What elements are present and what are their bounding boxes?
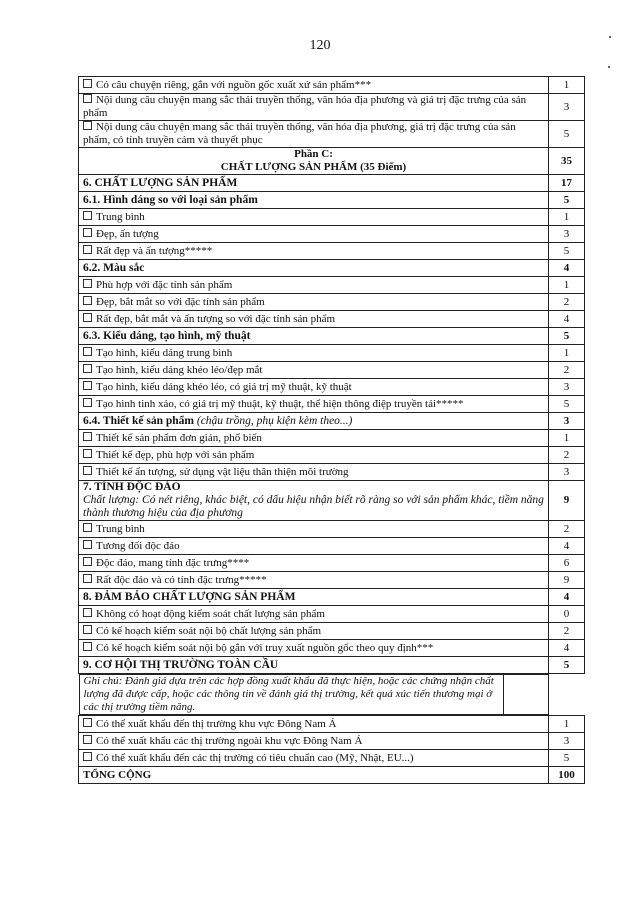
criteria-item-row [79, 362, 585, 379]
criteria-inline-note: (chậu trồng, phụ kiện kèm theo...) [196, 414, 353, 427]
criteria-item-row [79, 464, 585, 481]
criteria-label-cell [79, 640, 549, 657]
score-cell: 100 [549, 767, 585, 784]
checkbox-icon [83, 121, 92, 130]
criteria-item-row [79, 379, 585, 396]
section-row [79, 192, 585, 209]
criteria-label: Có thể xuất khẩu các thị trường ngoài khu vực Đông Nam Á [96, 734, 363, 747]
criteria-label-cell [79, 260, 549, 277]
checkbox-icon [83, 398, 92, 407]
score-cell: 9 [549, 572, 585, 589]
score-cell: 2 [549, 447, 585, 464]
scan-mark [609, 36, 611, 38]
checkbox-icon [83, 211, 92, 220]
criteria-label: Tạo hình tinh xảo, có giá trị mỹ thuật, kỹ thuật, thể hiện thông điệp truyền tải***** [96, 397, 464, 410]
criteria-item-row [79, 345, 585, 362]
criteria-label: TỔNG CỘNG [83, 768, 152, 781]
score-cell: 1 [549, 77, 585, 94]
criteria-label-cell [79, 413, 549, 430]
criteria-label: Tương đối độc đáo [96, 539, 180, 552]
criteria-label: Đẹp, ấn tượng [96, 227, 159, 240]
criteria-label: Phần C: [294, 148, 333, 160]
criteria-label: Có câu chuyện riêng, gắn với nguồn gốc xuất xứ sản phẩm*** [96, 78, 372, 91]
criteria-label-cell [79, 430, 549, 447]
criteria-item-row [79, 521, 585, 538]
criteria-note: Chất lượng: Có nét riêng, khác biệt, có dấu hiệu nhận biết rõ ràng so với sản phẩm khác, tiềm năng thành thương hiệu của địa phương [83, 494, 544, 519]
checkbox-icon [83, 735, 92, 744]
criteria-label: 6.3. Kiểu dáng, tạo hình, mỹ thuật [83, 329, 251, 342]
checkbox-icon [83, 432, 92, 441]
criteria-label: Tạo hình, kiểu dáng trung bình [96, 346, 233, 359]
criteria-label-cell [79, 379, 549, 396]
checkbox-icon [83, 557, 92, 566]
criteria-label: Rất độc đáo và có tính đặc trưng***** [96, 573, 267, 586]
checkbox-icon [83, 347, 92, 356]
score-cell: 9 [549, 481, 585, 521]
criteria-item-row [79, 226, 585, 243]
score-cell: 5 [549, 396, 585, 413]
score-cell: 17 [549, 175, 585, 192]
criteria-label-cell [79, 209, 549, 226]
criteria-label: Rất đẹp, bắt mắt và ấn tượng so với đặc tính sản phẩm [96, 312, 336, 325]
criteria-label-cell [79, 464, 549, 481]
score-cell: 1 [549, 430, 585, 447]
checkbox-icon [83, 642, 92, 651]
criteria-label: Ghi chú: Đánh giá dựa trên các hợp đồng xuất khẩu đã thực hiện, hoặc các chứng nhận chất lượng đã được cấp, hoặc các thông tin về đánh giá thị trường, kết quả xúc tiến thương mại ở các thị trường tiềm năng. [83, 675, 494, 713]
criteria-label-cell [79, 572, 549, 589]
criteria-item-row [79, 94, 585, 121]
criteria-item-row [79, 77, 585, 94]
criteria-label: Nội dung câu chuyện mang sắc thái truyền thống, văn hóa địa phương và giá trị đặc trưng của sản phẩm [83, 94, 527, 119]
criteria-item-row [79, 555, 585, 572]
criteria-label: Có thể xuất khẩu đến các thị trường có tiêu chuẩn cao (Mỹ, Nhật, EU...) [96, 751, 414, 764]
score-cell: 3 [549, 379, 585, 396]
checkbox-icon [83, 752, 92, 761]
criteria-label-cell [79, 175, 549, 192]
checkbox-icon [83, 540, 92, 549]
criteria-label: Thiết kế ấn tượng, sử dụng vật liệu thân thiện môi trường [96, 465, 349, 478]
criteria-label: 6.1. Hình dáng so với loại sản phẩm [83, 193, 258, 206]
checkbox-icon [83, 228, 92, 237]
criteria-item-row [79, 572, 585, 589]
score-cell: 4 [549, 538, 585, 555]
score-cell: 4 [549, 640, 585, 657]
page-number: 120 [309, 38, 331, 53]
total-row [79, 767, 585, 784]
checkbox-icon [83, 608, 92, 617]
criteria-label-cell [79, 362, 549, 379]
criteria-label: Có thể xuất khẩu đến thị trường khu vực Đông Nam Á [96, 717, 337, 730]
criteria-label-cell [79, 538, 549, 555]
criteria-label-cell [79, 148, 549, 175]
criteria-label: Đẹp, bắt mắt so với đặc tính sản phẩm [96, 295, 265, 308]
criteria-label: Tạo hình, kiểu dáng khéo léo, có giá trị mỹ thuật, kỹ thuật [96, 380, 352, 393]
criteria-label: 9. CƠ HỘI THỊ TRƯỜNG TOÀN CẦU [83, 658, 279, 671]
score-cell [503, 675, 548, 715]
criteria-label-cell [79, 481, 549, 521]
criteria-label: Thiết kế sản phẩm đơn giản, phổ biến [96, 431, 262, 444]
criteria-label-cell [79, 396, 549, 413]
criteria-item-row [79, 750, 585, 767]
criteria-label: 8. ĐẢM BẢO CHẤT LƯỢNG SẢN PHẨM [83, 590, 296, 603]
criteria-label-cell [79, 767, 549, 784]
scoring-table [78, 76, 585, 784]
note-row [79, 674, 549, 715]
criteria-label-cell [79, 589, 549, 606]
criteria-item-row [79, 277, 585, 294]
score-cell: 1 [549, 716, 585, 733]
score-cell: 2 [549, 521, 585, 538]
checkbox-icon [83, 381, 92, 390]
checkbox-icon [83, 296, 92, 305]
criteria-label: Rất đẹp và ấn tượng***** [96, 244, 213, 257]
score-cell: 5 [549, 328, 585, 345]
criteria-label: Không có hoạt động kiểm soát chất lượng sản phẩm [96, 607, 325, 620]
criteria-item-row [79, 538, 585, 555]
criteria-label: Trung bình [96, 210, 145, 223]
section-row [79, 328, 585, 345]
score-cell: 3 [549, 733, 585, 750]
score-cell: 35 [549, 148, 585, 175]
checkbox-icon [83, 279, 92, 288]
score-cell: 5 [549, 243, 585, 260]
criteria-label-cell [79, 192, 549, 209]
criteria-label-cell [79, 311, 549, 328]
criteria-item-row [79, 294, 585, 311]
criteria-label: Độc đáo, mang tính đặc trưng**** [96, 556, 250, 569]
score-cell: 3 [549, 413, 585, 430]
checkbox-icon [83, 574, 92, 583]
score-cell: 3 [549, 226, 585, 243]
checkbox-icon [83, 466, 92, 475]
criteria-label-cell [79, 657, 549, 674]
score-cell: 2 [549, 623, 585, 640]
criteria-label-cell [79, 623, 549, 640]
checkbox-icon [83, 313, 92, 322]
criteria-label: Có kế hoạch kiểm soát nội bộ gắn với truy xuất nguồn gốc theo quy định*** [96, 641, 434, 654]
score-cell: 5 [549, 657, 585, 674]
score-cell: 3 [549, 94, 585, 121]
criteria-label-cell [79, 606, 549, 623]
criteria-item-row [79, 430, 585, 447]
score-cell: 0 [549, 606, 585, 623]
section-row [79, 175, 585, 192]
checkbox-icon [83, 718, 92, 727]
criteria-label-cell [79, 521, 549, 538]
criteria-label-cell [79, 94, 549, 121]
criteria-label-cell [79, 555, 549, 572]
criteria-label: Nội dung câu chuyện mang sắc thái truyền thống, văn hóa địa phương, giá trị đặc trưng của sản phẩm, có tính truyền cảm và thuyết phục [83, 121, 516, 146]
score-cell: 1 [549, 209, 585, 226]
criteria-label-cell [79, 750, 549, 767]
criteria-item-row [79, 733, 585, 750]
criteria-item-row [79, 311, 585, 328]
criteria-label: Trung bình [96, 522, 145, 535]
scan-mark [608, 66, 610, 68]
criteria-label: Thiết kế đẹp, phù hợp với sản phẩm [96, 448, 255, 461]
score-cell: 1 [549, 277, 585, 294]
criteria-label-cell [79, 243, 549, 260]
score-cell: 2 [549, 362, 585, 379]
criteria-label: Phù hợp với đặc tính sản phẩm [96, 278, 233, 291]
score-cell: 6 [549, 555, 585, 572]
criteria-label-cell [79, 294, 549, 311]
criteria-label-cell [79, 277, 549, 294]
score-cell: 3 [549, 464, 585, 481]
score-cell: 1 [549, 345, 585, 362]
criteria-item-row [79, 396, 585, 413]
checkbox-icon [83, 523, 92, 532]
criteria-item-row [79, 623, 585, 640]
criteria-item-row [79, 121, 585, 148]
checkbox-icon [83, 625, 92, 634]
criteria-item-row [79, 640, 585, 657]
score-cell: 5 [549, 121, 585, 148]
criteria-item-row [79, 716, 585, 733]
section-row [79, 260, 585, 277]
checkbox-icon [83, 94, 92, 103]
criteria-label-cell [79, 716, 549, 733]
section-row [79, 413, 585, 430]
criteria-label: 6.4. Thiết kế sản phẩm [83, 414, 194, 427]
score-cell: 5 [549, 750, 585, 767]
score-cell: 4 [549, 260, 585, 277]
criteria-label-cell [79, 675, 503, 715]
checkbox-icon [83, 79, 92, 88]
section-row [79, 589, 585, 606]
criteria-item-row [79, 209, 585, 226]
score-cell: 5 [549, 192, 585, 209]
section-row [79, 481, 585, 521]
criteria-label-cell [79, 121, 549, 148]
section-row [79, 657, 585, 674]
score-cell: 4 [549, 311, 585, 328]
criteria-label: 7. TÍNH ĐỘC ĐÁO [83, 481, 181, 493]
criteria-label-cell [79, 226, 549, 243]
score-cell: 2 [549, 294, 585, 311]
criteria-label: Tạo hình, kiểu dáng khéo léo/đẹp mắt [96, 363, 263, 376]
criteria-label-cell [79, 733, 549, 750]
criteria-label-cell [79, 345, 549, 362]
criteria-label: Có kế hoạch kiểm soát nội bộ chất lượng sản phẩm [96, 624, 322, 637]
criteria-label-cell [79, 447, 549, 464]
checkbox-icon [83, 449, 92, 458]
criteria-item-row [79, 243, 585, 260]
criteria-item-row [79, 447, 585, 464]
checkbox-icon [83, 364, 92, 373]
criteria-item-row [79, 606, 585, 623]
part-row [79, 148, 585, 175]
criteria-label-cell [79, 328, 549, 345]
checkbox-icon [83, 245, 92, 254]
criteria-label: 6.2. Màu sắc [83, 261, 145, 274]
score-cell: 4 [549, 589, 585, 606]
criteria-label-cell [79, 77, 549, 94]
criteria-label: 6. CHẤT LƯỢNG SẢN PHẨM [83, 176, 238, 189]
part-subtitle: CHẤT LƯỢNG SẢN PHẨM (35 Điểm) [220, 161, 407, 173]
